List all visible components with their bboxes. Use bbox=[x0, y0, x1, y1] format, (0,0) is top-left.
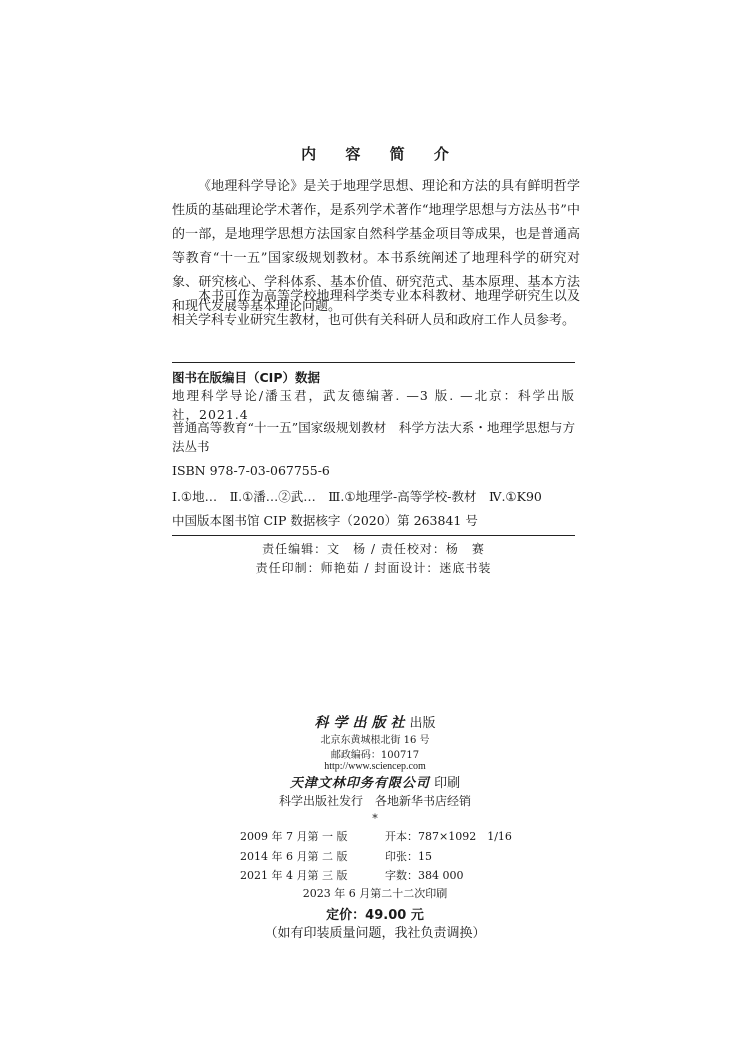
summary-paragraph-2: 本书可作为高等学校地理科学类专业本科教材、地理学研究生以及相关学科专业研究生教材，也可供有关科研人员和政府工作人员参考。 bbox=[172, 289, 580, 328]
printer-line bbox=[0, 772, 750, 791]
distribution-line: 科学出版社发行 各地新华书店经销 bbox=[278, 794, 471, 808]
edition-date: 2014 年 6 月第 二 版 bbox=[240, 850, 348, 863]
cip-bibliographic: 地理科学导论/潘玉君，武友德编著. —3 版. —北京：科学出版社，2021.4 bbox=[172, 388, 575, 422]
edition-spec: 字数：384 000 bbox=[385, 869, 464, 882]
printer-suffix: 印刷 bbox=[434, 776, 461, 791]
credits-editors: 责任编辑：文 杨 / 责任校对：杨 赛 bbox=[262, 542, 485, 556]
cip-heading: 图书在版编目（CIP）数据 bbox=[172, 370, 320, 385]
publisher-address: 北京东黄城根北街 16 号 bbox=[320, 735, 430, 746]
quality-notice: （如有印装质量问题，我社负责调换） bbox=[264, 926, 486, 941]
print-run: 2023 年 6 月第二十二次印刷 bbox=[302, 887, 448, 900]
publisher-url: http://www.sciencep.com bbox=[324, 761, 426, 772]
credits-production: 责任印制：师艳茹 / 封面设计：迷底书装 bbox=[255, 561, 492, 575]
publisher-suffix: 出版 bbox=[409, 716, 436, 731]
cip-series: 普通高等教育“十一五”国家级规划教材 科学方法大系・地理学思想与方法丛书 bbox=[172, 420, 575, 454]
edition-row bbox=[240, 867, 464, 883]
price: 定价：49.00 元 bbox=[326, 908, 424, 923]
publisher-logo: 科学出版社 bbox=[314, 715, 410, 731]
cip-record: 中国版本图书馆 CIP 数据核字（2020）第 263841 号 bbox=[172, 513, 478, 528]
printer-logo: 天津文林印务有限公司 bbox=[289, 776, 430, 791]
publisher-postcode: 邮政编码：100717 bbox=[330, 750, 420, 761]
edition-row bbox=[240, 848, 432, 864]
summary-title: 内 容 简 介 bbox=[301, 145, 461, 163]
cip-top-rule bbox=[172, 362, 575, 363]
cip-classification: Ⅰ.①地… Ⅱ.①潘…②武… Ⅲ.①地理学-高等学校-教材 Ⅳ.①K90 bbox=[172, 489, 542, 504]
summary-paragraph-1: 《地理科学导论》是关于地理学思想、理论和方法的具有鲜明哲学性质的基础理论学术著作，是系列学术著作“地理学思想与方法丛书”中的一部，是地理学思想方法国家自然科学基金项目等成果，也是普通高等教育“十一五”国家级规划教材。本书系统阐述了地理科学的研究对象、研究核心、学科体系、基本价值、研究范式、基本原理、基本方法和现代发展等基本理论问题。 bbox=[172, 179, 580, 314]
publisher-line bbox=[0, 712, 750, 732]
edition-date: 2021 年 4 月第 三 版 bbox=[240, 869, 348, 882]
cip-isbn: ISBN 978-7-03-067755-6 bbox=[172, 463, 330, 478]
cip-bottom-rule bbox=[172, 535, 575, 536]
edition-spec: 开本：787×1092 1/16 bbox=[385, 830, 512, 843]
edition-row bbox=[240, 828, 512, 844]
edition-date: 2009 年 7 月第 一 版 bbox=[240, 830, 348, 843]
separator-star: * bbox=[372, 812, 378, 825]
edition-spec: 印张：15 bbox=[385, 850, 432, 863]
